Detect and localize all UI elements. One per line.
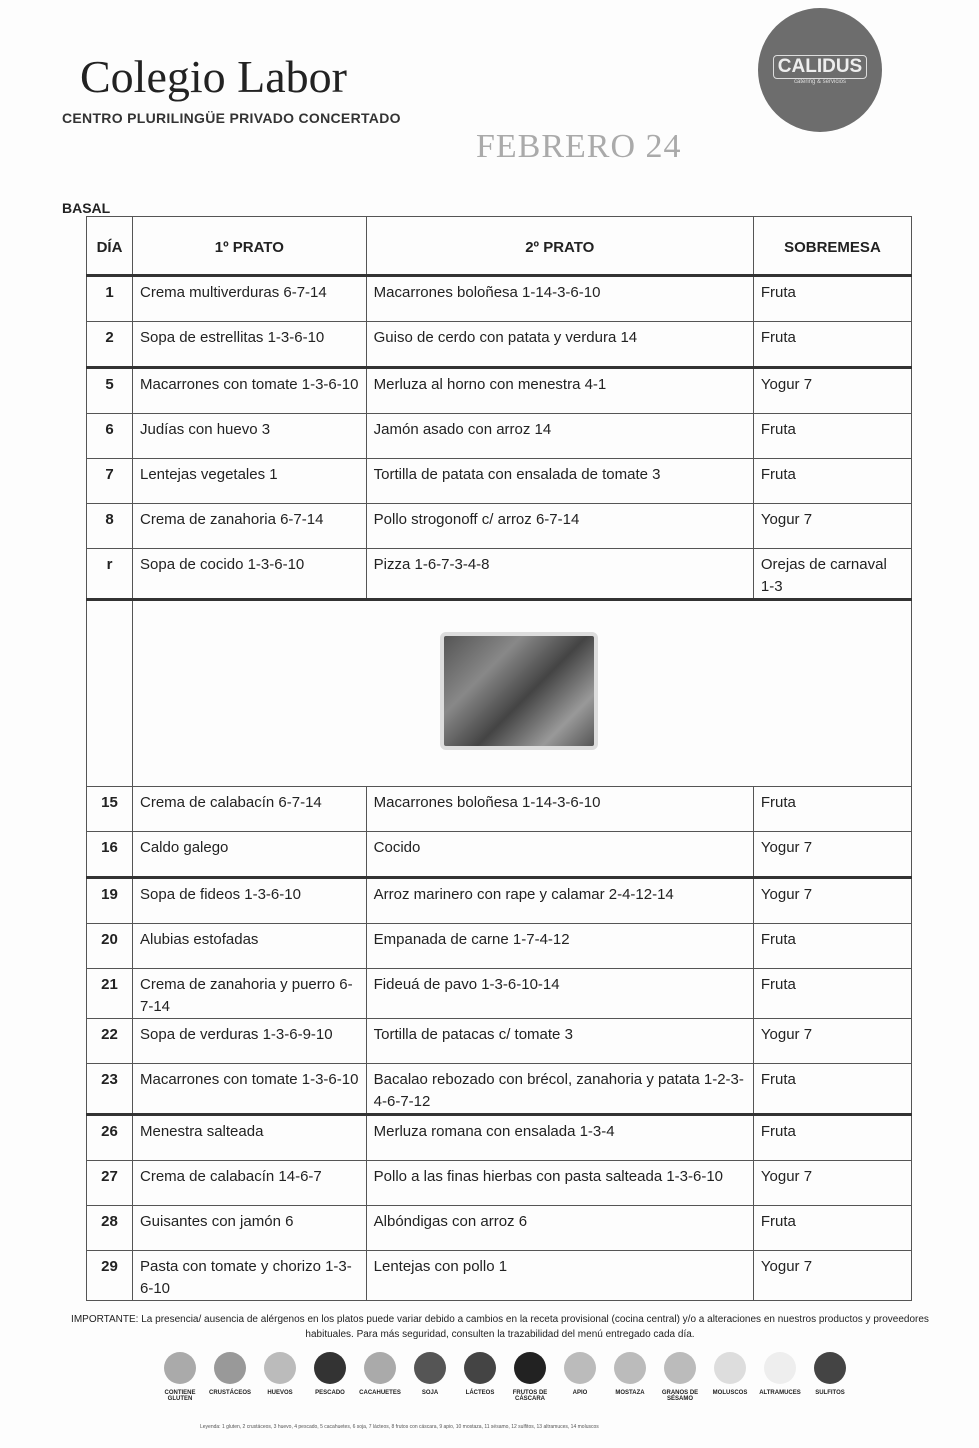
- col-dessert: SOBREMESA: [753, 217, 911, 276]
- first-course-cell: Guisantes con jamón 6: [133, 1206, 367, 1251]
- table-row: [87, 878, 912, 924]
- allergen-label: MOLUSCOS: [712, 1390, 748, 1396]
- table-row: [87, 832, 912, 878]
- allergen-icon: [264, 1352, 296, 1384]
- table-row: [87, 969, 912, 1019]
- dessert-cell: Yogur 7: [753, 878, 911, 924]
- second-course-cell: Cocido: [366, 832, 753, 878]
- table-row: [87, 459, 912, 504]
- first-course-cell: Sopa de fideos 1-3-6-10: [133, 878, 367, 924]
- dessert-cell: Yogur 7: [753, 504, 911, 549]
- allergen-icon: [314, 1352, 346, 1384]
- second-course-cell: Empanada de carne 1-7-4-12: [366, 924, 753, 969]
- first-course-cell: Crema de calabacín 14-6-7: [133, 1161, 367, 1206]
- day-cell: 27: [87, 1161, 133, 1206]
- table-row: [87, 1251, 912, 1301]
- table-row: [87, 1115, 912, 1161]
- allergen-item: [355, 1352, 405, 1402]
- image-row: [87, 600, 912, 787]
- allergen-icon: [164, 1352, 196, 1384]
- day-cell: 26: [87, 1115, 133, 1161]
- allergen-label: FRUTOS DE CÁSCARA: [512, 1390, 548, 1402]
- second-course-cell: Pizza 1-6-7-3-4-8: [366, 549, 753, 600]
- second-course-cell: Pollo a las finas hierbas con pasta salteada 1-3-6-10: [366, 1161, 753, 1206]
- day-cell: 1: [87, 276, 133, 322]
- second-course-cell: Jamón asado con arroz 14: [366, 414, 753, 459]
- allergen-item: [655, 1352, 705, 1402]
- table-row: [87, 924, 912, 969]
- day-cell: 5: [87, 368, 133, 414]
- allergen-icon: [464, 1352, 496, 1384]
- first-course-cell: Pasta con tomate y chorizo 1-3-6-10: [133, 1251, 367, 1301]
- day-cell: 21: [87, 969, 133, 1019]
- day-cell: 19: [87, 878, 133, 924]
- day-cell: 8: [87, 504, 133, 549]
- table-row: [87, 414, 912, 459]
- allergen-notice: IMPORTANTE: La presencia/ ausencia de alérgenos en los platos puede variar debido a cambios en la receta provisional (cocina central) y/o a alteraciones en nuestros productos y proveedores habituales. Para más seguridad, consulten la trazabilidad del menú entregado cada día.: [71, 1314, 929, 1340]
- dessert-cell: Yogur 7: [753, 368, 911, 414]
- dessert-cell: Fruta: [753, 787, 911, 832]
- dessert-cell: Orejas de carnaval 1-3: [753, 549, 911, 600]
- day-cell: 6: [87, 414, 133, 459]
- allergen-item: [255, 1352, 305, 1402]
- allergen-icon: [214, 1352, 246, 1384]
- first-course-cell: Crema de zanahoria y puerro 6-7-14: [133, 969, 367, 1019]
- allergen-item: [755, 1352, 805, 1402]
- section-label: BASAL: [62, 200, 111, 216]
- second-course-cell: Merluza al horno con menestra 4-1: [366, 368, 753, 414]
- first-course-cell: Lentejas vegetales 1: [133, 459, 367, 504]
- day-cell: 23: [87, 1064, 133, 1115]
- allergen-label: CONTIENE GLUTEN: [164, 1390, 196, 1402]
- dessert-cell: Fruta: [753, 924, 911, 969]
- dessert-cell: Fruta: [753, 1064, 911, 1115]
- first-course-cell: Macarrones con tomate 1-3-6-10: [133, 368, 367, 414]
- second-course-cell: Merluza romana con ensalada 1-3-4: [366, 1115, 753, 1161]
- second-course-cell: Albóndigas con arroz 6: [366, 1206, 753, 1251]
- allergen-item: [705, 1352, 755, 1402]
- allergen-label: LÁCTEOS: [465, 1390, 495, 1396]
- logo-sub: catering & servicios: [793, 79, 847, 85]
- day-cell: r: [87, 549, 133, 600]
- second-course-cell: Macarrones boloñesa 1-14-3-6-10: [366, 787, 753, 832]
- second-course-cell: Arroz marinero con rape y calamar 2-4-12-14: [366, 878, 753, 924]
- dessert-cell: Yogur 7: [753, 832, 911, 878]
- empty-cell: [87, 600, 133, 787]
- calidus-logo: [758, 8, 882, 132]
- day-cell: 29: [87, 1251, 133, 1301]
- day-cell: 2: [87, 322, 133, 368]
- dessert-cell: Yogur 7: [753, 1161, 911, 1206]
- allergen-label: APIO: [572, 1390, 588, 1396]
- table-row: [87, 368, 912, 414]
- first-course-cell: Sopa de cocido 1-3-6-10: [133, 549, 367, 600]
- dessert-cell: Yogur 7: [753, 1251, 911, 1301]
- allergen-label: MOSTAZA: [615, 1390, 645, 1396]
- allergen-icon: [614, 1352, 646, 1384]
- school-subtitle: CENTRO PLURILINGÜE PRIVADO CONCERTADO: [62, 110, 401, 126]
- table-row: [87, 549, 912, 600]
- allergen-item: [205, 1352, 255, 1402]
- logo-name: CALIDUS: [773, 55, 867, 79]
- allergen-icon: [514, 1352, 546, 1384]
- first-course-cell: Crema de calabacín 6-7-14: [133, 787, 367, 832]
- allergen-label: CACAHUETES: [359, 1390, 401, 1396]
- month-title: FEBRERO 24: [476, 128, 682, 165]
- allergen-label: HUEVOS: [267, 1390, 293, 1396]
- table-row: [87, 1206, 912, 1251]
- allergen-icons: [155, 1352, 855, 1402]
- allergen-item: [805, 1352, 855, 1402]
- second-course-cell: Guiso de cerdo con patata y verdura 14: [366, 322, 753, 368]
- second-course-cell: Lentejas con pollo 1: [366, 1251, 753, 1301]
- col-day: DÍA: [87, 217, 133, 276]
- second-course-cell: Macarrones boloñesa 1-14-3-6-10: [366, 276, 753, 322]
- dessert-cell: Fruta: [753, 969, 911, 1019]
- allergen-icon: [714, 1352, 746, 1384]
- first-course-cell: Crema multiverduras 6-7-14: [133, 276, 367, 322]
- table-row: [87, 787, 912, 832]
- allergen-label: PESCADO: [315, 1390, 345, 1396]
- menu-table: [86, 216, 912, 1301]
- allergen-item: [405, 1352, 455, 1402]
- allergen-item: [605, 1352, 655, 1402]
- second-course-cell: Bacalao rebozado con brécol, zanahoria y patata 1-2-3-4-6-7-12: [366, 1064, 753, 1115]
- carnival-photo: [440, 632, 598, 750]
- dessert-cell: Fruta: [753, 414, 911, 459]
- first-course-cell: Alubias estofadas: [133, 924, 367, 969]
- allergen-label: SULFITOS: [815, 1390, 845, 1396]
- second-course-cell: Tortilla de patacas c/ tomate 3: [366, 1019, 753, 1064]
- table-row: [87, 322, 912, 368]
- allergen-icon: [414, 1352, 446, 1384]
- second-course-cell: Pollo strogonoff c/ arroz 6-7-14: [366, 504, 753, 549]
- first-course-cell: Caldo galego: [133, 832, 367, 878]
- table-header: [87, 217, 912, 276]
- day-cell: 15: [87, 787, 133, 832]
- first-course-cell: Sopa de verduras 1-3-6-9-10: [133, 1019, 367, 1064]
- allergen-icon: [364, 1352, 396, 1384]
- first-course-cell: Crema de zanahoria 6-7-14: [133, 504, 367, 549]
- dessert-cell: Fruta: [753, 1206, 911, 1251]
- day-cell: 20: [87, 924, 133, 969]
- second-course-cell: Fideuá de pavo 1-3-6-10-14: [366, 969, 753, 1019]
- dessert-cell: Yogur 7: [753, 1019, 911, 1064]
- allergen-label: GRANOS DE SÉSAMO: [661, 1390, 699, 1402]
- allergen-item: [155, 1352, 205, 1402]
- allergen-icon: [664, 1352, 696, 1384]
- second-course-cell: Tortilla de patata con ensalada de tomate 3: [366, 459, 753, 504]
- school-name: Colegio Labor: [80, 51, 347, 102]
- day-cell: 16: [87, 832, 133, 878]
- dessert-cell: Fruta: [753, 276, 911, 322]
- day-cell: 22: [87, 1019, 133, 1064]
- allergen-label: CRUSTÁCEOS: [208, 1390, 251, 1396]
- col-first: 1º PRATO: [133, 217, 367, 276]
- allergen-item: [455, 1352, 505, 1402]
- table-row: [87, 1161, 912, 1206]
- first-course-cell: Menestra salteada: [133, 1115, 367, 1161]
- day-cell: 7: [87, 459, 133, 504]
- allergen-label: SOJA: [421, 1390, 439, 1396]
- allergen-icon: [814, 1352, 846, 1384]
- col-second: 2º PRATO: [366, 217, 753, 276]
- allergen-item: [305, 1352, 355, 1402]
- day-cell: 28: [87, 1206, 133, 1251]
- first-course-cell: Judías con huevo 3: [133, 414, 367, 459]
- allergen-item: [555, 1352, 605, 1402]
- first-course-cell: Sopa de estrellitas 1-3-6-10: [133, 322, 367, 368]
- table-row: [87, 1019, 912, 1064]
- allergen-legend: Leyenda: 1 gluten, 2 crustáceos, 3 huevo, 4 pescado, 5 cacahuetes, 6 soja, 7 lácteos, 8 frutos con cáscara, 9 apio, 10 mostaza, 11 sésamo, 12 sulfitos, 13 altramuces, 14 moluscos: [200, 1424, 599, 1430]
- dessert-cell: Fruta: [753, 1115, 911, 1161]
- allergen-icon: [564, 1352, 596, 1384]
- table-row: [87, 276, 912, 322]
- dessert-cell: Fruta: [753, 459, 911, 504]
- dessert-cell: Fruta: [753, 322, 911, 368]
- first-course-cell: Macarrones con tomate 1-3-6-10: [133, 1064, 367, 1115]
- allergen-label: ALTRAMUCES: [759, 1390, 801, 1396]
- allergen-icon: [764, 1352, 796, 1384]
- allergen-item: [505, 1352, 555, 1402]
- image-cell: [133, 600, 912, 787]
- table-row: [87, 504, 912, 549]
- table-row: [87, 1064, 912, 1115]
